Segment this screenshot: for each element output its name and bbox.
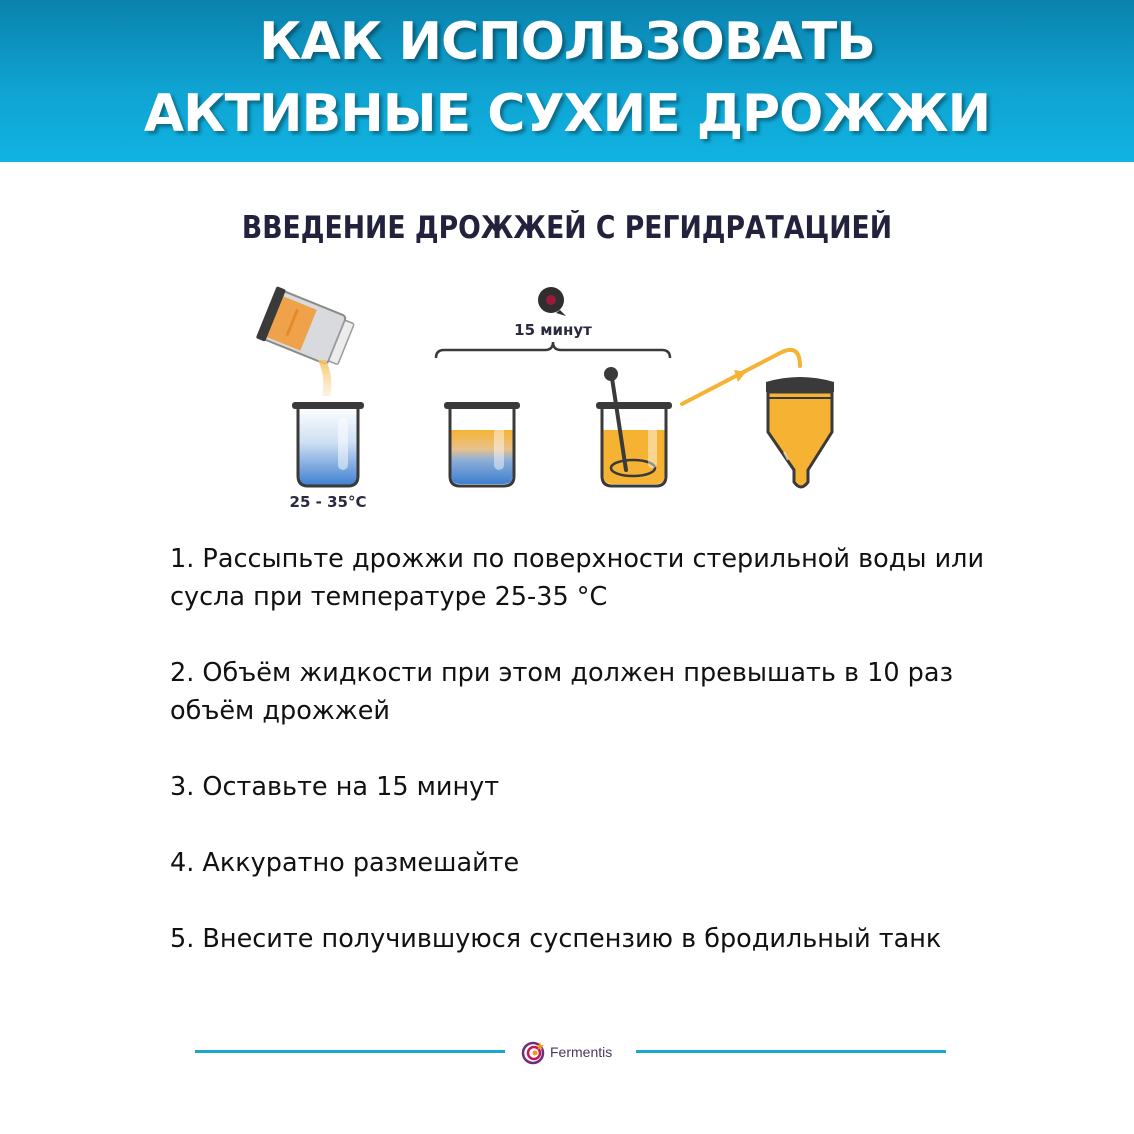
fermentation-tank-icon xyxy=(766,377,834,487)
yeast-packet-icon xyxy=(256,286,357,396)
page-title-line1: КАК ИСПОЛЬЗОВАТЬ xyxy=(259,12,875,72)
brand-name: Fermentis xyxy=(550,1044,613,1060)
water-jar-icon xyxy=(292,402,364,486)
time-brace xyxy=(436,342,670,358)
time-label: 15 минут xyxy=(514,321,592,339)
page-title-line2: АКТИВНЫЕ СУХИЕ ДРОЖЖИ xyxy=(143,84,991,144)
step-4: 4. Аккуратно размешайте xyxy=(170,848,520,878)
step-1: 1. Рассыпьте дрожжи по поверхности стерильной воды или сусла при температуре 25-35 °С xyxy=(170,544,985,612)
step-5: 5. Внесите получившуюся суспензию в бродильный танк xyxy=(170,924,942,954)
clock-icon xyxy=(538,287,566,316)
footer-divider-left xyxy=(195,1050,505,1053)
stirring-jar-icon xyxy=(596,367,672,486)
step-3: 3. Оставьте на 15 минут xyxy=(170,772,500,802)
brand-logo xyxy=(520,1037,612,1067)
rehydration-illustration xyxy=(0,0,1134,540)
temperature-label: 25 - 35°C xyxy=(289,493,367,511)
step-2: 2. Объём жидкости при этом должен превышать в 10 раз объём дрожжей xyxy=(170,658,954,726)
footer-divider-right xyxy=(636,1050,946,1053)
rehydrating-jar-icon xyxy=(444,402,520,486)
fermentis-logo-icon xyxy=(520,1039,546,1065)
section-subtitle: ВВЕДЕНИЕ ДРОЖЖЕЙ С РЕГИДРАТАЦИЕЙ xyxy=(241,210,893,246)
